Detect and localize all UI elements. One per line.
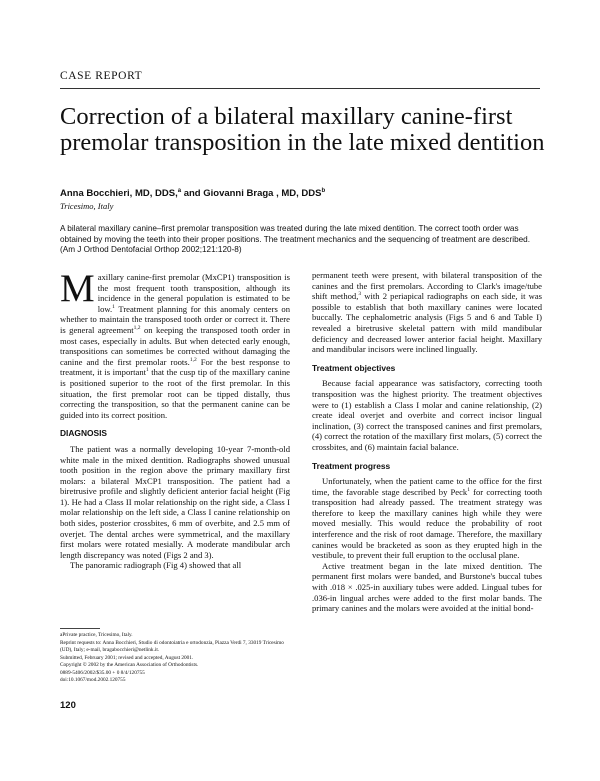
diagnosis-paragraph: The panoramic radiograph (Fig 4) showed that all xyxy=(70,560,242,571)
reference-marker: 1,2 xyxy=(189,356,197,363)
reference-marker: 1 xyxy=(112,303,115,310)
intro-text: Treatment planning for this anomaly centers on whether to maintain the transposed tooth order or correct it. There is general agreement xyxy=(60,303,290,335)
footnotes xyxy=(60,632,292,685)
diagnosis-heading: DIAGNOSIS xyxy=(60,428,107,439)
abstract: A bilateral maxillary canine–first premolar transposition was treated during the late mixed dentition. The correct tooth order was obtained by moving the teeth into their proper positions. The treatment mechanics and the sequencing of treatment are described. (Am J Orthod Dentofacial Orthop 2002;121:120-8) xyxy=(60,224,531,255)
drop-cap: M xyxy=(60,267,95,310)
article-title: Correction of a bilateral maxillary canine-first premolar transposition in the late mixed dentition xyxy=(60,103,545,156)
section-label: CASE REPORT xyxy=(60,70,143,82)
author-1: Anna Bocchieri, MD, DDS, xyxy=(60,188,178,200)
author-1-affil: a xyxy=(177,188,182,194)
reference-marker: 1 xyxy=(146,367,149,374)
header-rule xyxy=(60,88,540,89)
body-text: for correcting tooth transposition had already passed. The treatment strategy was therefore to keep the maxillary canines high while they were moved mesially. This would reduce the probability of root interference and the risk of root damage. Therefore, the maxillary canines would be bracketed as soon as they erupted high in the vestibule, to prevent their full eruption to the occlusal plane. xyxy=(312,486,542,561)
reference-marker: 1,2 xyxy=(133,325,141,332)
progress-paragraph: Active treatment began in the late mixed dentition. The permanent first molars were banded, and Burstone's buccal tubes with .018 × .025-in auxiliary tubes were added. Lingual tubes for .036-in lingual arches were added to the first molar bands. The primary canines and the molars were avoided at the initial bond- xyxy=(312,560,542,614)
left-column xyxy=(60,267,290,571)
intro-text: on keeping the transposed tooth order in most cases, especially in adults. But when detected early enough, transpositions can sometimes be corrected without damaging the canine and the first premolar roots. xyxy=(60,324,290,367)
intro-text: that the cusp tip of the maxillary canine is positioned superior to the root of the first premolar. In this situation, the first premolar root can be tipped distally, thus correcting the transposition, so that the permanent canine can be guided into its correct position. xyxy=(60,367,290,420)
footnote-issn: 0889-5406/2002/$35.00 + 0 8/4/120755 xyxy=(60,669,145,676)
footnote-affiliation: aPrivate practice, Tricesimo, Italy. xyxy=(60,632,133,638)
footnote-dates: Submitted, February 2001; revised and accepted, August 2001. xyxy=(60,654,194,661)
body-text: permanent teeth were present, with bilateral transposition of the canines and the first premolars. According to Clark's image/tube shift method, xyxy=(312,270,542,302)
objectives-paragraph: Because facial appearance was satisfactory, correcting tooth transposition was the highest priority. The treatment objectives were to (1) establish a Class I molar and canine relationship, (2) create ideal overjet and overbite and correct incisor lingual inclination, (3) correct the transposed canines and first premolars, (4) correct the rotation of the maxillary first molars, (5) correct the crossbites, and (6) maintain facial balance. xyxy=(312,378,542,452)
footnote-copyright: Copyright © 2002 by the American Association of Orthodontists. xyxy=(60,662,199,668)
reference-marker: 1 xyxy=(467,486,470,493)
author-2: Giovanni Braga , MD, DDS xyxy=(203,188,322,200)
reference-marker: 3 xyxy=(358,291,362,298)
diagnosis-paragraph: The patient was a normally developing 10-year 7-month-old white male in the mixed dentition. Radiographs showed unusual tooth position in the region above the primary maxillary first molars: a bilateral MxCP1 transposition. The patient had a biretrusive profile and slightly deficient anterior facial height (Fig 1). He had a Class II molar relationship on the right side, a Class I molar relationship on the left side, a Class I canine relationship on both sides, posterior crossbites, 6 mm of overbite, and 2.5 mm of overjet. The dental arches were symmetrical, and the maxillary first molars were rotated mesially. A moderate mandibular arch length discrepancy was noted (Figs 2 and 3). xyxy=(60,443,290,560)
footnote-rule xyxy=(60,628,100,629)
intro-paragraph xyxy=(60,267,290,420)
objectives-heading: Treatment objectives xyxy=(312,362,396,373)
footnote-reprint: Reprint requests to: Anna Bocchieri, Studio di odontoiatria e ortodonzia, Piazza Verdi 7, 33019 Tricesimo (UD), Italy; e-mail, bragabocchieri@netlink.it. xyxy=(60,639,284,653)
authors xyxy=(60,188,325,199)
progress-heading: Treatment progress xyxy=(312,460,391,471)
right-column xyxy=(312,270,542,614)
intro-text: For the best response to treatment, it is important xyxy=(60,356,290,378)
footnote-doi: doi:10.1067/mod.2002.120755 xyxy=(60,677,126,683)
progress-paragraph xyxy=(312,476,542,561)
author-and: and xyxy=(181,188,204,200)
page-number: 120 xyxy=(60,700,76,711)
intro-text: axillary canine-first premolar (MxCP1) transposition is the most frequent tooth transposition, although its incidence in the general population is estimated to be low. xyxy=(97,272,290,314)
continued-paragraph xyxy=(312,270,542,355)
author-location: Tricesimo, Italy xyxy=(60,201,114,211)
body-text: Unfortunately, when the patient came to the office for the first time, the favorable stage described by Peck xyxy=(312,476,542,497)
body-text: with 2 periapical radiographs on each side, it was possible to establish that both maxillary canines were located buccally. The cephalometric analysis (Figs 5 and 6 and Table I) revealed a biretrusive skeletal pattern with mild mandibular deficiency and decreased lower anterior facial height. Maxillary and mandibular incisors were inclined lingually. xyxy=(312,291,542,355)
author-2-affil: b xyxy=(321,188,326,194)
